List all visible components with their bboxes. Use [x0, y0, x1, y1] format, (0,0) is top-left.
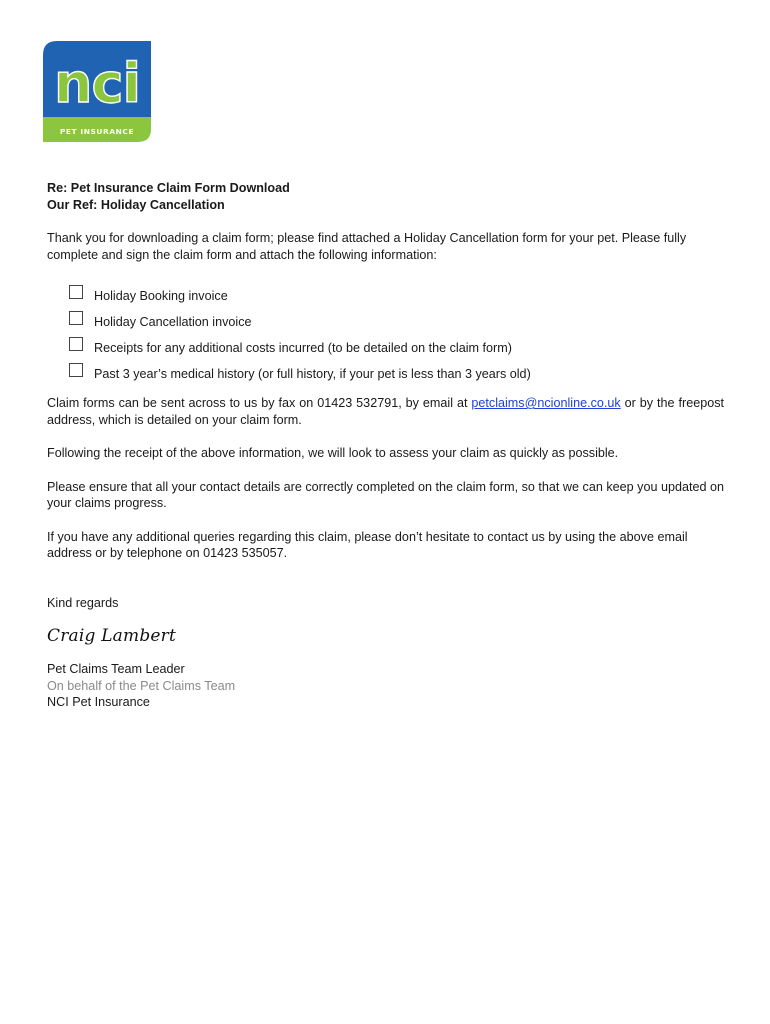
checklist-item [69, 335, 724, 361]
claim-submission-paragraph [47, 395, 724, 428]
nci-logo-graphic [43, 41, 151, 142]
logo-wordmark: nci [54, 52, 140, 115]
checklist-item-label: Holiday Booking invoice [94, 289, 228, 303]
checkbox-icon [69, 311, 83, 325]
signatory-company: NCI Pet Insurance [47, 695, 150, 709]
queries-paragraph: If you have any additional queries regarding this claim, please don’t hesitate to contact us by using the above email address or by telephone on 01423 535057. [47, 529, 688, 560]
required-documents-checklist [47, 283, 724, 387]
checklist-item [69, 309, 724, 335]
signatory-title: Pet Claims Team Leader [47, 662, 185, 676]
checklist-item [69, 361, 724, 387]
logo-tagline: PET INSURANCE [59, 127, 135, 136]
following-paragraph: Following the receipt of the above information, we will look to assess your claim as quickly as possible. [47, 446, 619, 460]
intro-paragraph: Thank you for downloading a claim form; please find attached a Holiday Cancellation form for your pet. Please fully complete and sign the claim form and attach the following information: [47, 231, 687, 262]
claim-submission-text-end: or by the freepost address, which is detailed on your claim form. [47, 396, 725, 427]
checklist-item-label: Past 3 year’s medical history (or full history, if your pet is less than 3 years old) [94, 367, 531, 381]
signatory-on-behalf: On behalf of the Pet Claims Team [47, 678, 236, 693]
checkbox-icon [69, 285, 83, 299]
subject-re-line: Re: Pet Insurance Claim Form Download [47, 181, 290, 195]
claim-submission-text: Claim forms can be sent across to us by fax on 01423 532791, by email at [47, 396, 472, 410]
letter-body [47, 180, 724, 711]
checklist-item-label: Holiday Cancellation invoice [94, 315, 252, 329]
checkbox-icon [69, 363, 83, 377]
checklist-item-label: Receipts for any additional costs incurred (to be detailed on the claim form) [94, 341, 512, 355]
nci-logo [43, 41, 151, 142]
signature: Craig Lambert [47, 626, 177, 646]
checklist-item [69, 283, 724, 309]
subject-ref-line: Our Ref: Holiday Cancellation [47, 197, 225, 212]
closing-regards: Kind regards [47, 595, 119, 610]
contact-details-paragraph: Please ensure that all your contact details are correctly completed on the claim form, so that we can keep you updated on your claims progress. [47, 479, 724, 510]
claims-email-link[interactable]: petclaims@ncionline.co.uk [471, 396, 621, 410]
checkbox-icon [69, 337, 83, 351]
